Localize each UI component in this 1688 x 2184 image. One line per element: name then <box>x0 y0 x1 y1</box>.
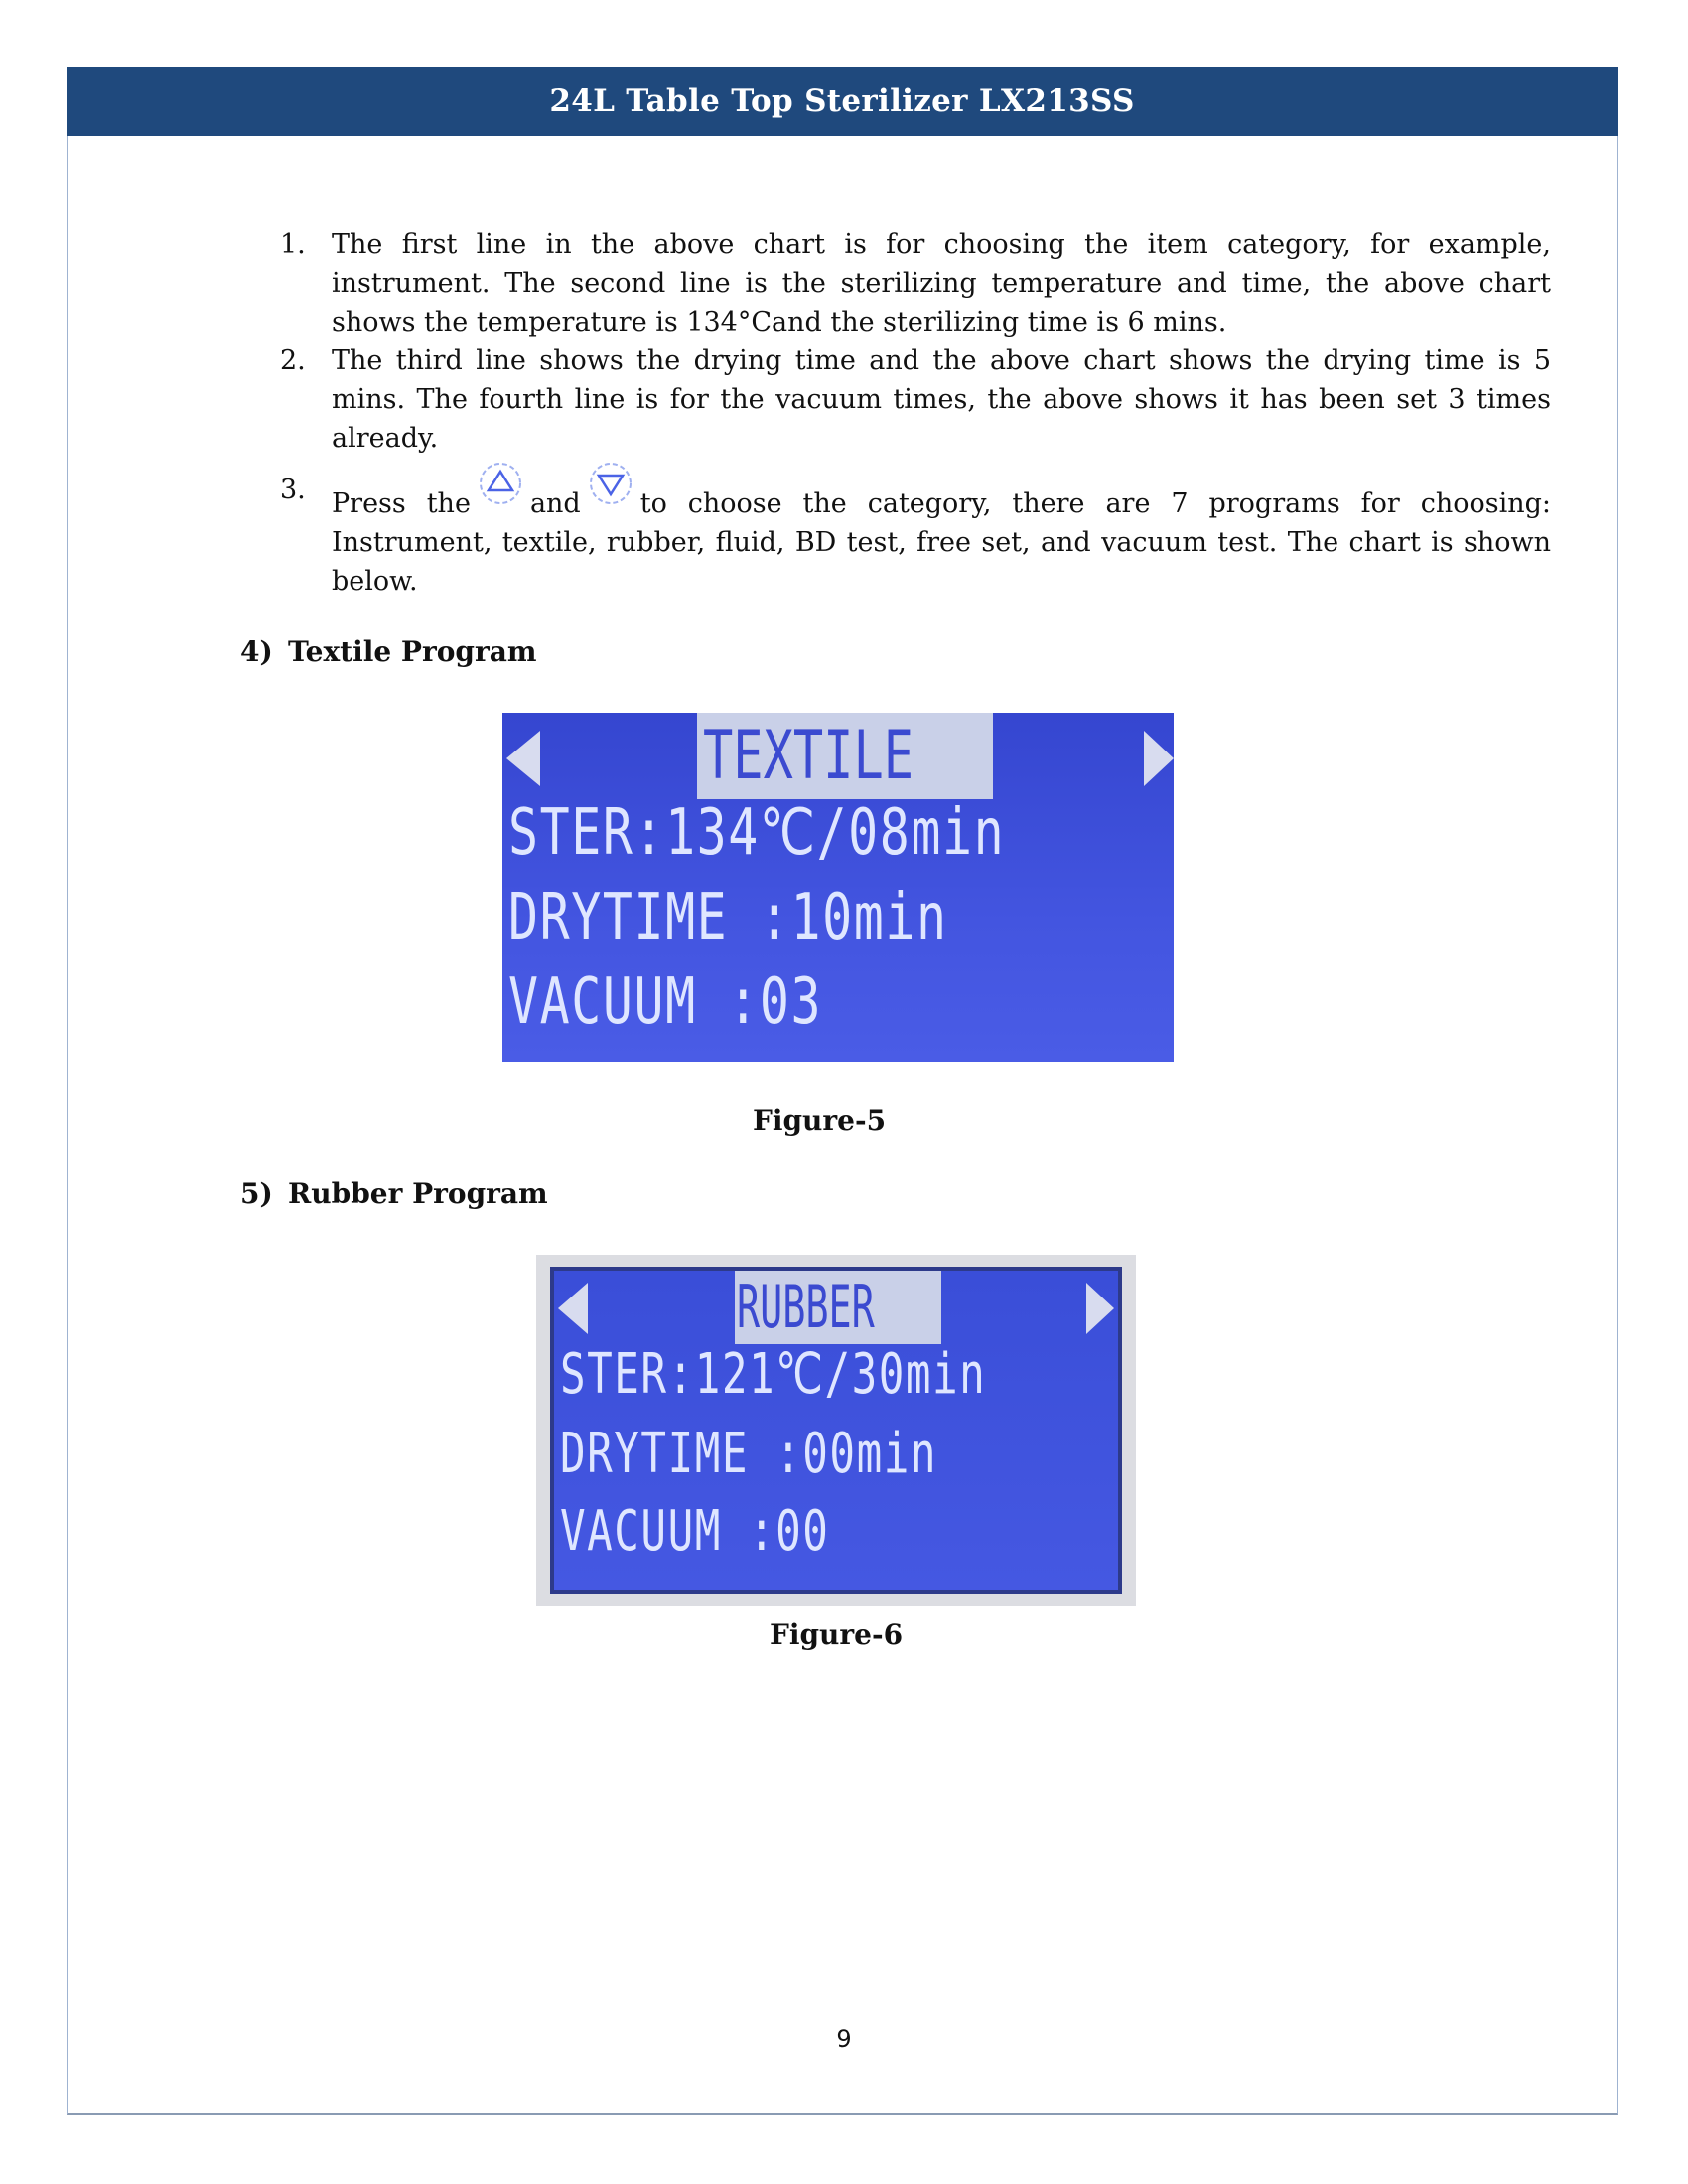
list-text: The first line in the above chart is for choosing the item category, for example, instrument. The second line is the sterilizing temperature and time, the above chart shows the temperature is 134°Cand the sterilizing time is 6 mins. <box>332 229 1551 338</box>
lcd-vacuum-line: VACUUM :03 <box>508 965 823 1038</box>
list-text-mid: and <box>529 488 581 519</box>
left-arrow-icon <box>558 1283 588 1334</box>
page-number: 9 <box>836 2025 852 2053</box>
list-item <box>280 341 1551 458</box>
figure-caption: Figure-6 <box>769 1618 904 1651</box>
lcd-ster-line: STER:134℃/08min <box>508 796 1006 870</box>
lcd-ster-line: STER:121℃/30min <box>560 1342 987 1407</box>
left-arrow-icon <box>506 731 540 786</box>
up-triangle-button-icon <box>477 461 524 506</box>
section-heading-rubber <box>240 1177 548 1210</box>
list-number: 2. <box>280 345 306 376</box>
list-item <box>280 225 1551 341</box>
instruction-list <box>280 225 1551 601</box>
page-title: 24L Table Top Sterilizer LX213SS <box>549 83 1135 119</box>
lcd-screen-textile <box>502 713 1174 1062</box>
right-arrow-icon <box>1144 731 1174 786</box>
list-text-pre: Press the <box>332 488 471 519</box>
list-text: The third line shows the drying time and the above chart shows the drying time is 5 mins. The fourth line is for the vacuum times, the above shows it has been set 3 times already. <box>332 345 1551 454</box>
right-arrow-icon <box>1086 1283 1114 1334</box>
page-header <box>67 67 1618 136</box>
lcd-title: RUBBER <box>737 1273 875 1342</box>
lcd-title-highlight <box>697 713 993 799</box>
section-heading-textile <box>240 635 536 668</box>
section-number: 4) <box>240 635 273 668</box>
lcd-title: TEXTILE <box>703 717 914 795</box>
list-text-post: to choose the category, there are 7 programs for choosing: Instrument, textile, rubber, fluid, BD test, free set, and vacuum test. The chart is shown below. <box>332 488 1551 597</box>
list-text <box>332 471 1551 601</box>
section-number: 5) <box>240 1177 273 1210</box>
figure-caption: Figure-5 <box>752 1104 887 1137</box>
list-number: 1. <box>280 229 306 260</box>
down-triangle-button-icon <box>587 461 634 506</box>
section-title: Rubber Program <box>288 1177 548 1210</box>
lcd-vacuum-line: VACUUM :00 <box>560 1499 830 1564</box>
lcd-title-highlight <box>735 1271 941 1344</box>
lcd-screen-rubber <box>550 1267 1122 1594</box>
list-item <box>280 471 1551 601</box>
list-number: 3. <box>280 475 306 505</box>
lcd-drytime-line: DRYTIME :10min <box>508 882 948 955</box>
lcd-drytime-line: DRYTIME :00min <box>560 1422 938 1486</box>
section-title: Textile Program <box>288 635 537 668</box>
